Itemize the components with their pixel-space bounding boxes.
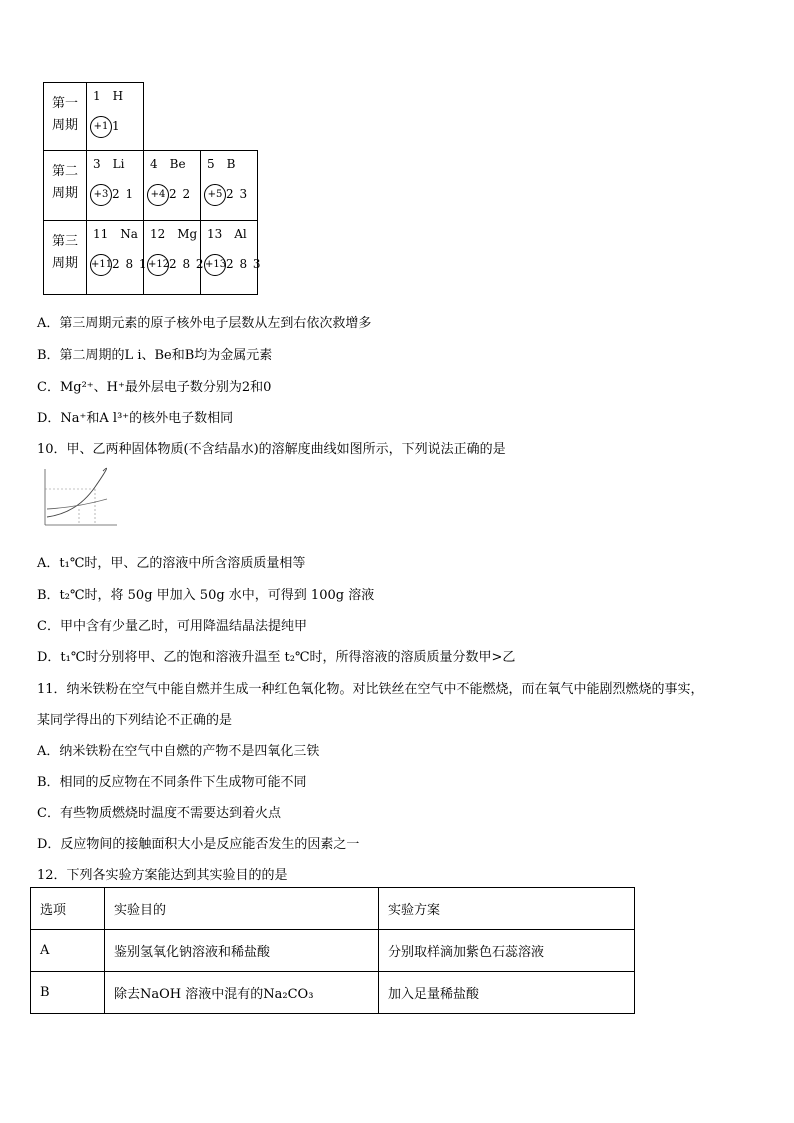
element-symbol: 11 Na bbox=[93, 227, 138, 241]
header-cell: 实验方案 bbox=[379, 888, 635, 930]
empty-cell bbox=[144, 83, 201, 151]
element-symbol: 1 H bbox=[93, 89, 124, 103]
table-cell: 除去NaOH 溶液中混有的Na₂CO₃ bbox=[105, 972, 379, 1014]
nucleus: +4 bbox=[147, 184, 169, 206]
header-cell: 选项 bbox=[31, 888, 105, 930]
header-cell: 实验目的 bbox=[105, 888, 379, 930]
electron-shells: 2 2 bbox=[169, 187, 192, 201]
q11-option-d: D．反应物间的接触面积大小是反应能否发生的因素之一 bbox=[37, 837, 360, 852]
electron-shells: 2 8 3 bbox=[226, 257, 262, 271]
atom-structure-diagram bbox=[147, 174, 207, 214]
electron-shells: 2 8 2 bbox=[169, 257, 205, 271]
atom-structure-diagram bbox=[204, 174, 264, 214]
electron-shells: 1 bbox=[112, 119, 121, 133]
q10-stem: 10．甲、乙两种固体物质(不含结晶水)的溶解度曲线如图所示，下列说法正确的是 bbox=[37, 442, 506, 457]
q9-option-b: B．第二周期的L i、Be和B均为金属元素 bbox=[37, 348, 273, 363]
element-symbol: 3 Li bbox=[93, 157, 125, 171]
nucleus: +13 bbox=[204, 254, 226, 276]
nucleus: +5 bbox=[204, 184, 226, 206]
table-cell: 分别取样滴加紫色石蕊溶液 bbox=[379, 930, 635, 972]
q10-option-b: B．t₂℃时，将 50g 甲加入 50g 水中，可得到 100g 溶液 bbox=[37, 588, 375, 603]
electron-shells: 2 3 bbox=[226, 187, 249, 201]
table-row bbox=[31, 930, 635, 972]
empty-cell bbox=[201, 83, 258, 151]
table-cell: B bbox=[31, 972, 105, 1014]
element-cell-li bbox=[87, 151, 144, 221]
atom-structure-diagram bbox=[204, 244, 264, 284]
table-row bbox=[31, 972, 635, 1014]
q11-option-a: A．纳米铁粉在空气中自燃的产物不是四氧化三铁 bbox=[37, 744, 320, 759]
table-header-row bbox=[31, 888, 635, 930]
element-cell-na bbox=[87, 221, 148, 295]
element-symbol: 4 Be bbox=[150, 157, 186, 171]
q11-option-b: B．相同的反应物在不同条件下生成物可能不同 bbox=[37, 775, 307, 790]
q10-option-c: C．甲中含有少量乙时，可用降温结晶法提纯甲 bbox=[37, 619, 307, 634]
curve-yi bbox=[47, 499, 107, 509]
q11-stem-line2: 某同学得出的下列结论不正确的是 bbox=[37, 713, 233, 728]
element-cell-al bbox=[201, 221, 262, 295]
experiment-table bbox=[30, 887, 635, 1014]
table-cell: 鉴别氢氧化钠溶液和稀盐酸 bbox=[105, 930, 379, 972]
periodic-table bbox=[43, 82, 262, 295]
electron-shells: 2 1 bbox=[112, 187, 135, 201]
table-cell: A bbox=[31, 930, 105, 972]
nucleus: +3 bbox=[90, 184, 112, 206]
atom-structure-diagram bbox=[90, 244, 150, 284]
table-cell: 加入足量稀盐酸 bbox=[379, 972, 635, 1014]
period-label: 第三 周期 bbox=[44, 221, 87, 295]
nucleus: +11 bbox=[90, 254, 112, 276]
q11-option-c: C．有些物质燃烧时温度不需要达到着火点 bbox=[37, 806, 281, 821]
element-cell-b bbox=[201, 151, 258, 221]
nucleus: +1 bbox=[90, 116, 112, 138]
atom-structure-diagram bbox=[90, 106, 150, 146]
q11-stem-line1: 11．纳米铁粉在空气中能自燃并生成一种红色氧化物。对比铁丝在空气中不能燃烧，而在氧气中能剧烈燃烧的事实， bbox=[37, 682, 704, 697]
period-label: 第一 周期 bbox=[44, 83, 87, 151]
curve-jia bbox=[47, 468, 107, 517]
element-cell-h bbox=[87, 83, 144, 151]
atom-structure-diagram bbox=[147, 244, 207, 284]
element-cell-be bbox=[144, 151, 201, 221]
q9-option-d: D．Na⁺和A l³⁺的核外电子数相同 bbox=[37, 411, 234, 426]
electron-shells: 2 8 1 bbox=[112, 257, 148, 271]
period-label: 第二 周期 bbox=[44, 151, 87, 221]
q10-option-d: D．t₁℃时分别将甲、乙的饱和溶液升温至 t₂℃时，所得溶液的溶质质量分数甲>乙 bbox=[37, 650, 516, 665]
element-symbol: 12 Mg bbox=[150, 227, 198, 241]
solubility-curve-figure bbox=[37, 465, 121, 531]
q12-stem: 12．下列各实验方案能达到其实验目的的是 bbox=[37, 868, 288, 883]
element-symbol: 5 B bbox=[207, 157, 236, 171]
q9-option-c: C．Mg²⁺、H⁺最外层电子数分别为2和0 bbox=[37, 380, 272, 395]
element-cell-mg bbox=[144, 221, 205, 295]
q9-option-a: A．第三周期元素的原子核外电子层数从左到右依次救增多 bbox=[37, 316, 372, 331]
element-symbol: 13 Al bbox=[207, 227, 247, 241]
nucleus: +12 bbox=[147, 254, 169, 276]
atom-structure-diagram bbox=[90, 174, 150, 214]
q10-option-a: A．t₁℃时，甲、乙的溶液中所含溶质质量相等 bbox=[37, 556, 306, 571]
